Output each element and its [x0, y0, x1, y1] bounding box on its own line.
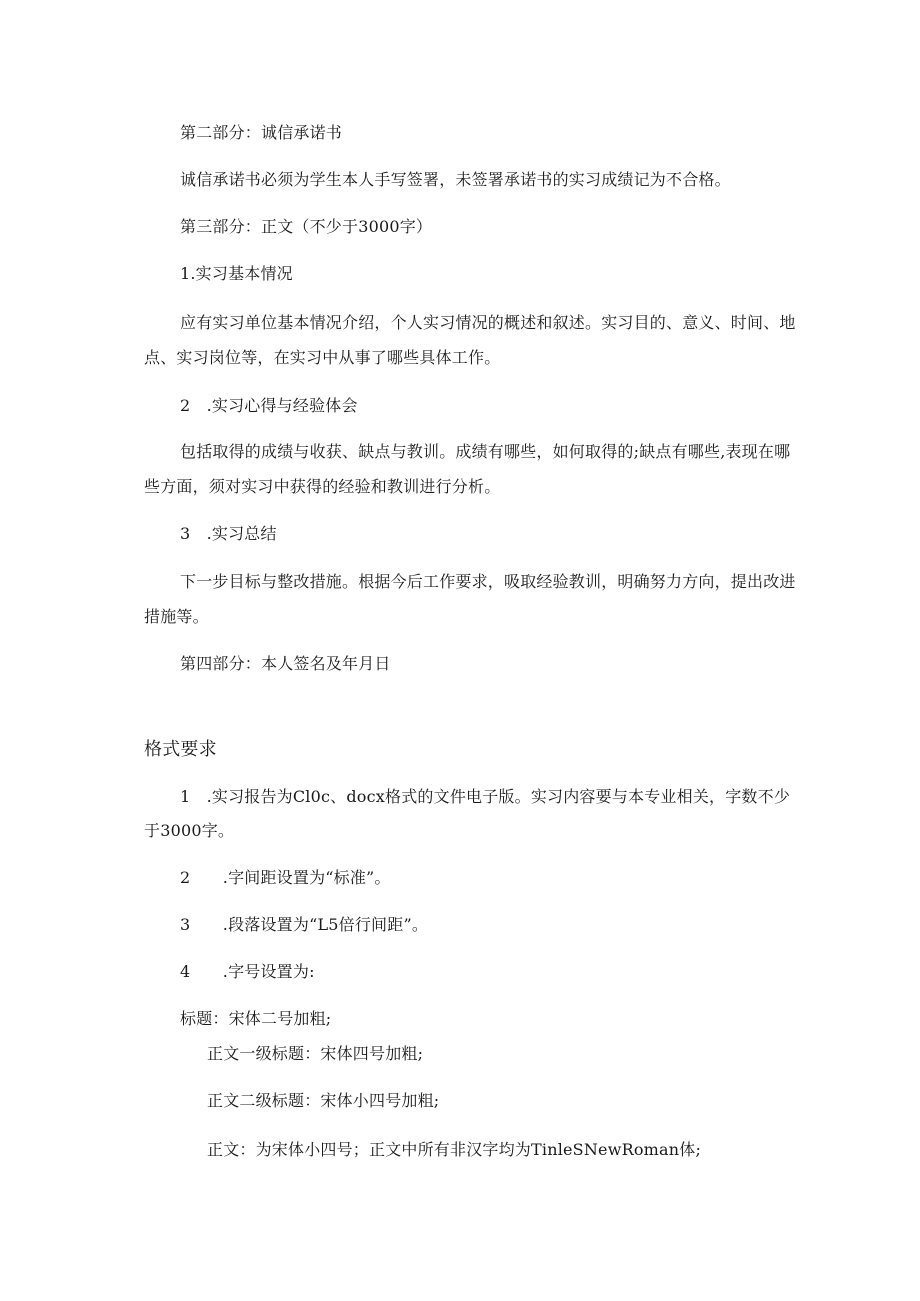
part4-title: 第四部分：本人签名及年月日	[180, 654, 391, 673]
format-req2: 2 .字间距设置为“标准”。	[180, 868, 391, 887]
part2-body: 诚信承诺书必须为学生本人手写签署，未签署承诺书的实习成绩记为不合格。	[180, 170, 731, 189]
part3-title: 第三部分：正文（不少于3000字）	[180, 217, 433, 236]
format-req1-line1: 1 .实习报告为Cl0c、docx格式的文件电子版。实习内容要与本专业相关，字数不少	[180, 787, 791, 806]
format-body-font: 正文：为宋体小四号；正文中所有非汉字均为TinleSNewRoman体;	[207, 1140, 702, 1159]
item3-body-line1: 下一步目标与整改措施。根据今后工作要求，吸取经验教训，明确努力方向，提出改进	[180, 572, 796, 591]
format-req1-line2: 于3000字。	[144, 821, 235, 840]
item3-body-line2: 措施等。	[144, 607, 209, 626]
format-level2-font: 正文二级标题：宋体小四号加粗;	[207, 1091, 440, 1110]
format-req3: 3 .段落设置为“L5倍行间距”。	[180, 915, 429, 934]
item1-body-line2: 点、实习岗位等，在实习中从事了哪些具体工作。	[144, 348, 501, 367]
format-heading: 格式要求	[144, 739, 217, 760]
item2-title: 2 .实习心得与经验体会	[180, 396, 358, 415]
item1-body-line1: 应有实习单位基本情况介绍，个人实习情况的概述和叙述。实习目的、意义、时间、地	[180, 313, 796, 332]
item2-body-line1: 包括取得的成绩与收获、缺点与教训。成绩有哪些，如何取得的;缺点有哪些,表现在哪	[180, 442, 791, 461]
item3-title: 3 .实习总结	[180, 524, 277, 543]
format-req4: 4 .字号设置为:	[180, 962, 315, 981]
item2-body-line2: 些方面，须对实习中获得的经验和教训进行分析。	[144, 477, 501, 496]
format-level1-font: 正文一级标题：宋体四号加粗;	[207, 1044, 424, 1063]
part2-title: 第二部分：诚信承诺书	[180, 123, 343, 142]
item1-title: 1.实习基本情况	[180, 264, 293, 283]
format-title-font: 标题：宋体二号加粗;	[180, 1009, 332, 1028]
